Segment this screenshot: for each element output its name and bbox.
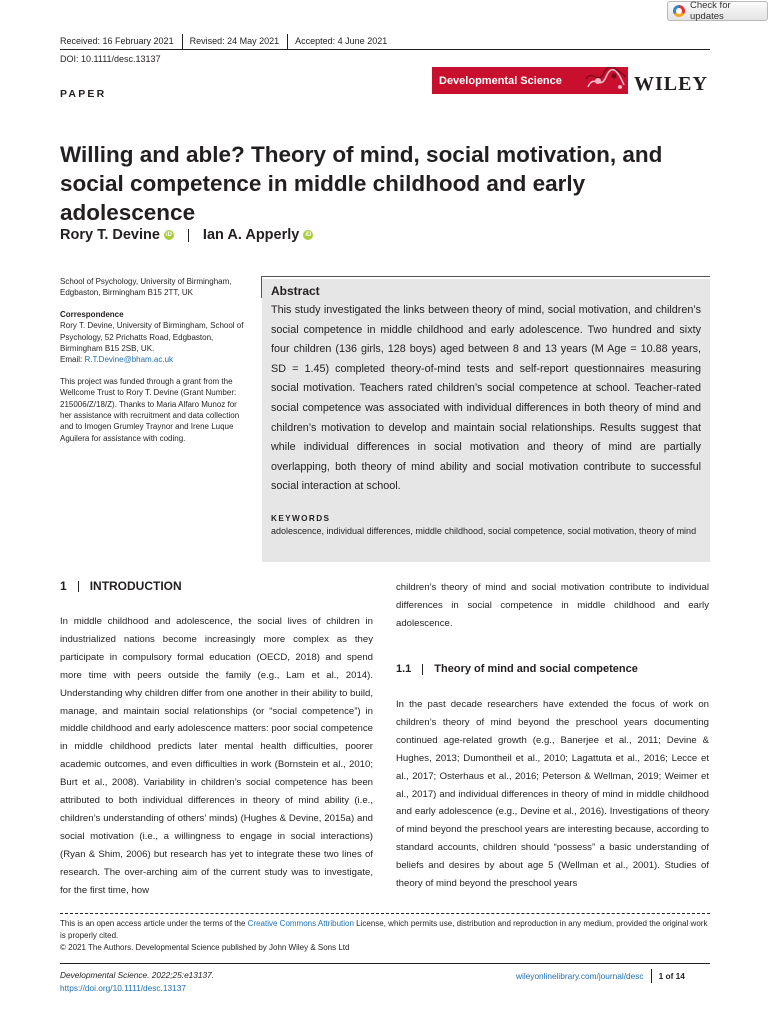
crossmark-icon [673, 5, 685, 17]
abstract-box [262, 279, 710, 562]
heading-separator [78, 581, 79, 592]
footer-citation: Developmental Science. 2022;25:e13137. [60, 970, 215, 980]
article-type: PAPER [60, 88, 107, 100]
abstract-heading: Abstract [271, 284, 320, 298]
article-doi: DOI: 10.1111/desc.13137 [60, 54, 161, 64]
section-title: INTRODUCTION [89, 579, 182, 593]
article-dates [60, 34, 402, 50]
correspondence-block [60, 309, 250, 366]
license-prefix: This is an open access article under the terms of the [60, 919, 248, 928]
email-label: Email: [60, 355, 85, 365]
section-number: 1 [60, 579, 67, 593]
author-name[interactable]: Ian A. Apperly [202, 227, 300, 243]
page-count: 1 of 14 [658, 971, 685, 981]
keywords-heading: KEYWORDS [271, 513, 331, 523]
author-list [60, 227, 313, 243]
license-link[interactable]: Creative Commons Attribution [247, 919, 354, 928]
intro-paragraph-continued: children’s theory of mind and social motivation contribute to individual differences in social competence in middle childhood and early adolescence. [396, 582, 709, 629]
received-date: Received: 16 February 2021 [60, 34, 183, 50]
revised-date: Revised: 24 May 2021 [190, 34, 289, 50]
email-link[interactable]: R.T.Devine@bham.ac.uk [84, 355, 174, 365]
affiliation: School of Psychology, University of Birmingham, Edgbaston, Birmingham B15 2TT, UK [60, 277, 232, 298]
footer-citation-block [60, 969, 214, 995]
check-for-updates-button[interactable] [667, 1, 768, 21]
intro-paragraph: In middle childhood and adolescence, the social lives of children in industrialized nations become increasingly more complex as they participate in compulsory formal education (OECD, 2018) and spend more time with peers outside the family (e.g., Lam et al., 2014). Understanding why children differ from one another in their ability to build, manage, and maintain social relationships (or “social competence”) in middle childhood and early adolescence matters: poor social competence in middle childhood predicts later mental health difficulties, poorer academic outcomes, and even difficulties in work (Bornstein et al., 2010; Burt et al., 2008). Variability in children’s social competence has been attributed to both individual differences in theory of mind ability (i.e., children’s understanding of others’ minds) (Hughes & Devine, 2015a) and social motivation (i.e., a willingness to engage in social interactions) (Ryan & Shim, 2006) but research has yet to integrate these two lines of research. The over-arching aim of the current study was to investigate, for the first time, how [60, 616, 373, 896]
check-updates-label: Check for updates [689, 0, 731, 22]
footer-right [516, 969, 685, 983]
author-name[interactable]: Rory T. Devine [60, 227, 160, 243]
article-title: Willing and able? Theory of mind, social motivation, and social competence in middle childhood and early adolescence [60, 142, 663, 225]
publisher-logo: WILEY [634, 73, 708, 95]
section-title: Theory of mind and social competence [434, 663, 638, 675]
section-heading-theory-of-mind [396, 663, 638, 675]
affiliation-column [60, 276, 250, 454]
section-heading-introduction [60, 579, 182, 593]
header-rule [60, 49, 710, 50]
theory-of-mind-paragraph: In the past decade researchers have extended the focus of work on children’s theory of mind beyond the preschool years documenting continued age-related growth (e.g., Banerjee et al., 2011; Devine & Hughes, 2013; Dumontheil et al., 2010; Lagattuta et al., 2016; Lecce et al., 2017; Osterhaus et al., 2016; Peterson & Wellman, 2019; Weimer et al., 2017) and individual differences in theory of mind in middle childhood and early adolescence (e.g., Devine et al., 2016). Investigations of theory of mind beyond the preschool years are interesting because, according to standard accounts, children should “possess” a basic understanding of beliefs and desires by about age 5 (Wellman et al., 2001). Studies of theory of mind beyond the preschool years [396, 699, 709, 890]
footer-rule [60, 963, 710, 964]
journal-url-link[interactable]: wileyonlinelibrary.com/journal/desc [516, 971, 644, 981]
footer-doi-link[interactable]: https://doi.org/10.1111/desc.13137 [60, 983, 186, 993]
orcid-icon[interactable]: iD [305, 232, 312, 238]
accepted-date: Accepted: 4 June 2021 [295, 36, 388, 46]
license-suffix: License, which permits use, distribution and reproduction in any medium, provided the original work is properly cited. [60, 919, 708, 940]
journal-logo [432, 67, 628, 94]
orcid-icon[interactable]: iD [165, 232, 172, 238]
funding-note: This project was funded through a grant from the Wellcome Trust to Rory T. Devine (Grant Number: 215006/Z/18/Z). Thanks to Maria Alfaro Munoz for her assistance with recruitment and data collection and to Imogen Grumley Traynor and Irene Luque Aguilera for assistance with coding. [60, 376, 240, 443]
abstract-text: This study investigated the links between theory of mind, social motivation, and children’s social competence in middle childhood and early adolescence. Two hundred and sixty four children (136 girls, 128 boys) aged between 8 and 13 years (M Age = 10.88 years, SD = 1.45) completed theory-of-mind tests and self-report questionnaires measuring social motivation. Teachers rated children’s social competence at school. Teacher-rated social competence was associated with individual differences in both theory of mind and children’s motivation to develop and maintain social relationships. Results suggest that while individual differences in social motivation and theory of mind are partially overlapping, both theory of mind ability and social motivation contribute to successful social interaction at school. [271, 304, 701, 493]
license-divider [60, 913, 710, 914]
footer-separator [651, 969, 652, 983]
journal-name: Developmental Science [439, 74, 562, 87]
copyright: © 2021 The Authors. Developmental Science published by John Wiley & Sons Ltd [60, 943, 350, 952]
journal-logo-art-icon [584, 67, 628, 94]
section-number: 1.1 [396, 663, 412, 675]
keywords-list: adolescence, individual differences, middle childhood, social competence, social motivation, theory of mind [271, 525, 697, 536]
correspondence-heading: Correspondence [60, 309, 124, 319]
author-separator [188, 229, 189, 242]
correspondence-address: Rory T. Devine, University of Birmingham, School of Psychology, 52 Prichatts Road, Edgbaston, Birmingham B15 2SB, UK. [60, 321, 244, 354]
correspondence-email-line [60, 354, 250, 365]
license-note [60, 918, 710, 954]
heading-separator [422, 664, 423, 675]
